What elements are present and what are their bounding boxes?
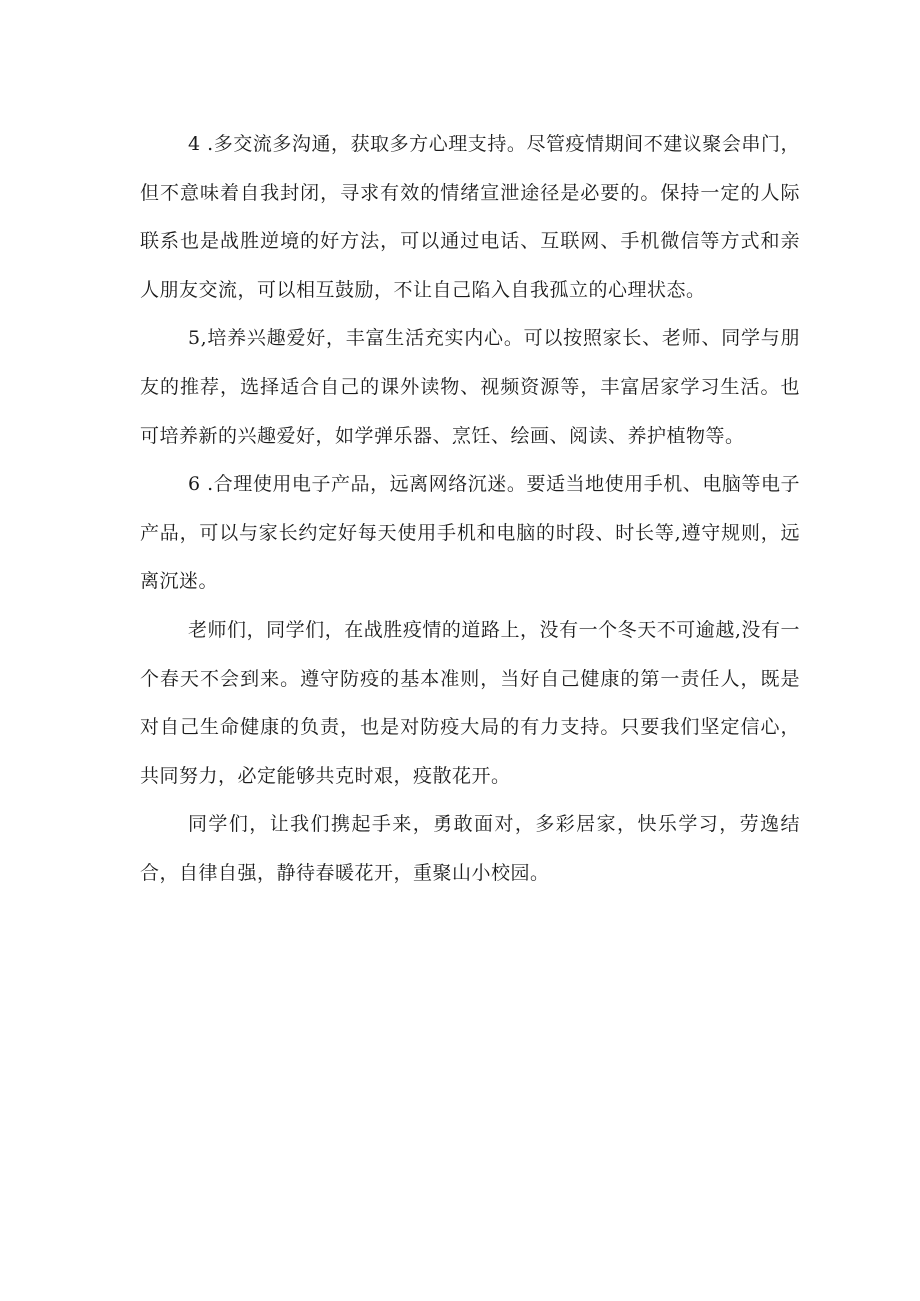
paragraph-teachers-students: 老师们，同学们，在战胜疫情的道路上，没有一个冬天不可逾越,没有一个春天不会到来。遵守防疫的基本准则，当好自己健康的第一责任人，既是对自己生命健康的负责，也是对防疫大局的有力支持。只要我们坚定信心，共同努力，必定能够共克时艰，疫散花开。 xyxy=(140,618,800,787)
paragraph-communication: 4 .多交流多沟通，获取多方心理支持。尽管疫情期间不建议聚会串门，但不意味着自我封闭，寻求有效的情绪宣泄途径是必要的。保持一定的人际联系也是战胜逆境的好方法，可以通过电话、互联网、手机微信等方式和亲人朋友交流，可以相互鼓励，不让自己陷入自我孤立的心理状态。 xyxy=(140,133,800,301)
document-body xyxy=(140,120,800,898)
paragraph-hobbies: 5,培养兴趣爱好，丰富生活充实内心。可以按照家长、老师、同学与朋友的推荐，选择适合自己的课外读物、视频资源等，丰富居家学习生活。也可培养新的兴趣爱好，如学弹乐器、烹饪、绘画、阅读、养护植物等。 xyxy=(140,327,800,447)
paragraph-closing: 同学们，让我们携起手来，勇敢面对，多彩居家，快乐学习，劳逸结合，自律自强，静待春暖花开，重聚山小校园。 xyxy=(140,813,800,884)
paragraph-electronics: 6 .合理使用电子产品，远离网络沉迷。要适当地使用手机、电脑等电子产品，可以与家长约定好每天使用手机和电脑的时段、时长等,遵守规则，远离沉迷。 xyxy=(140,473,800,593)
